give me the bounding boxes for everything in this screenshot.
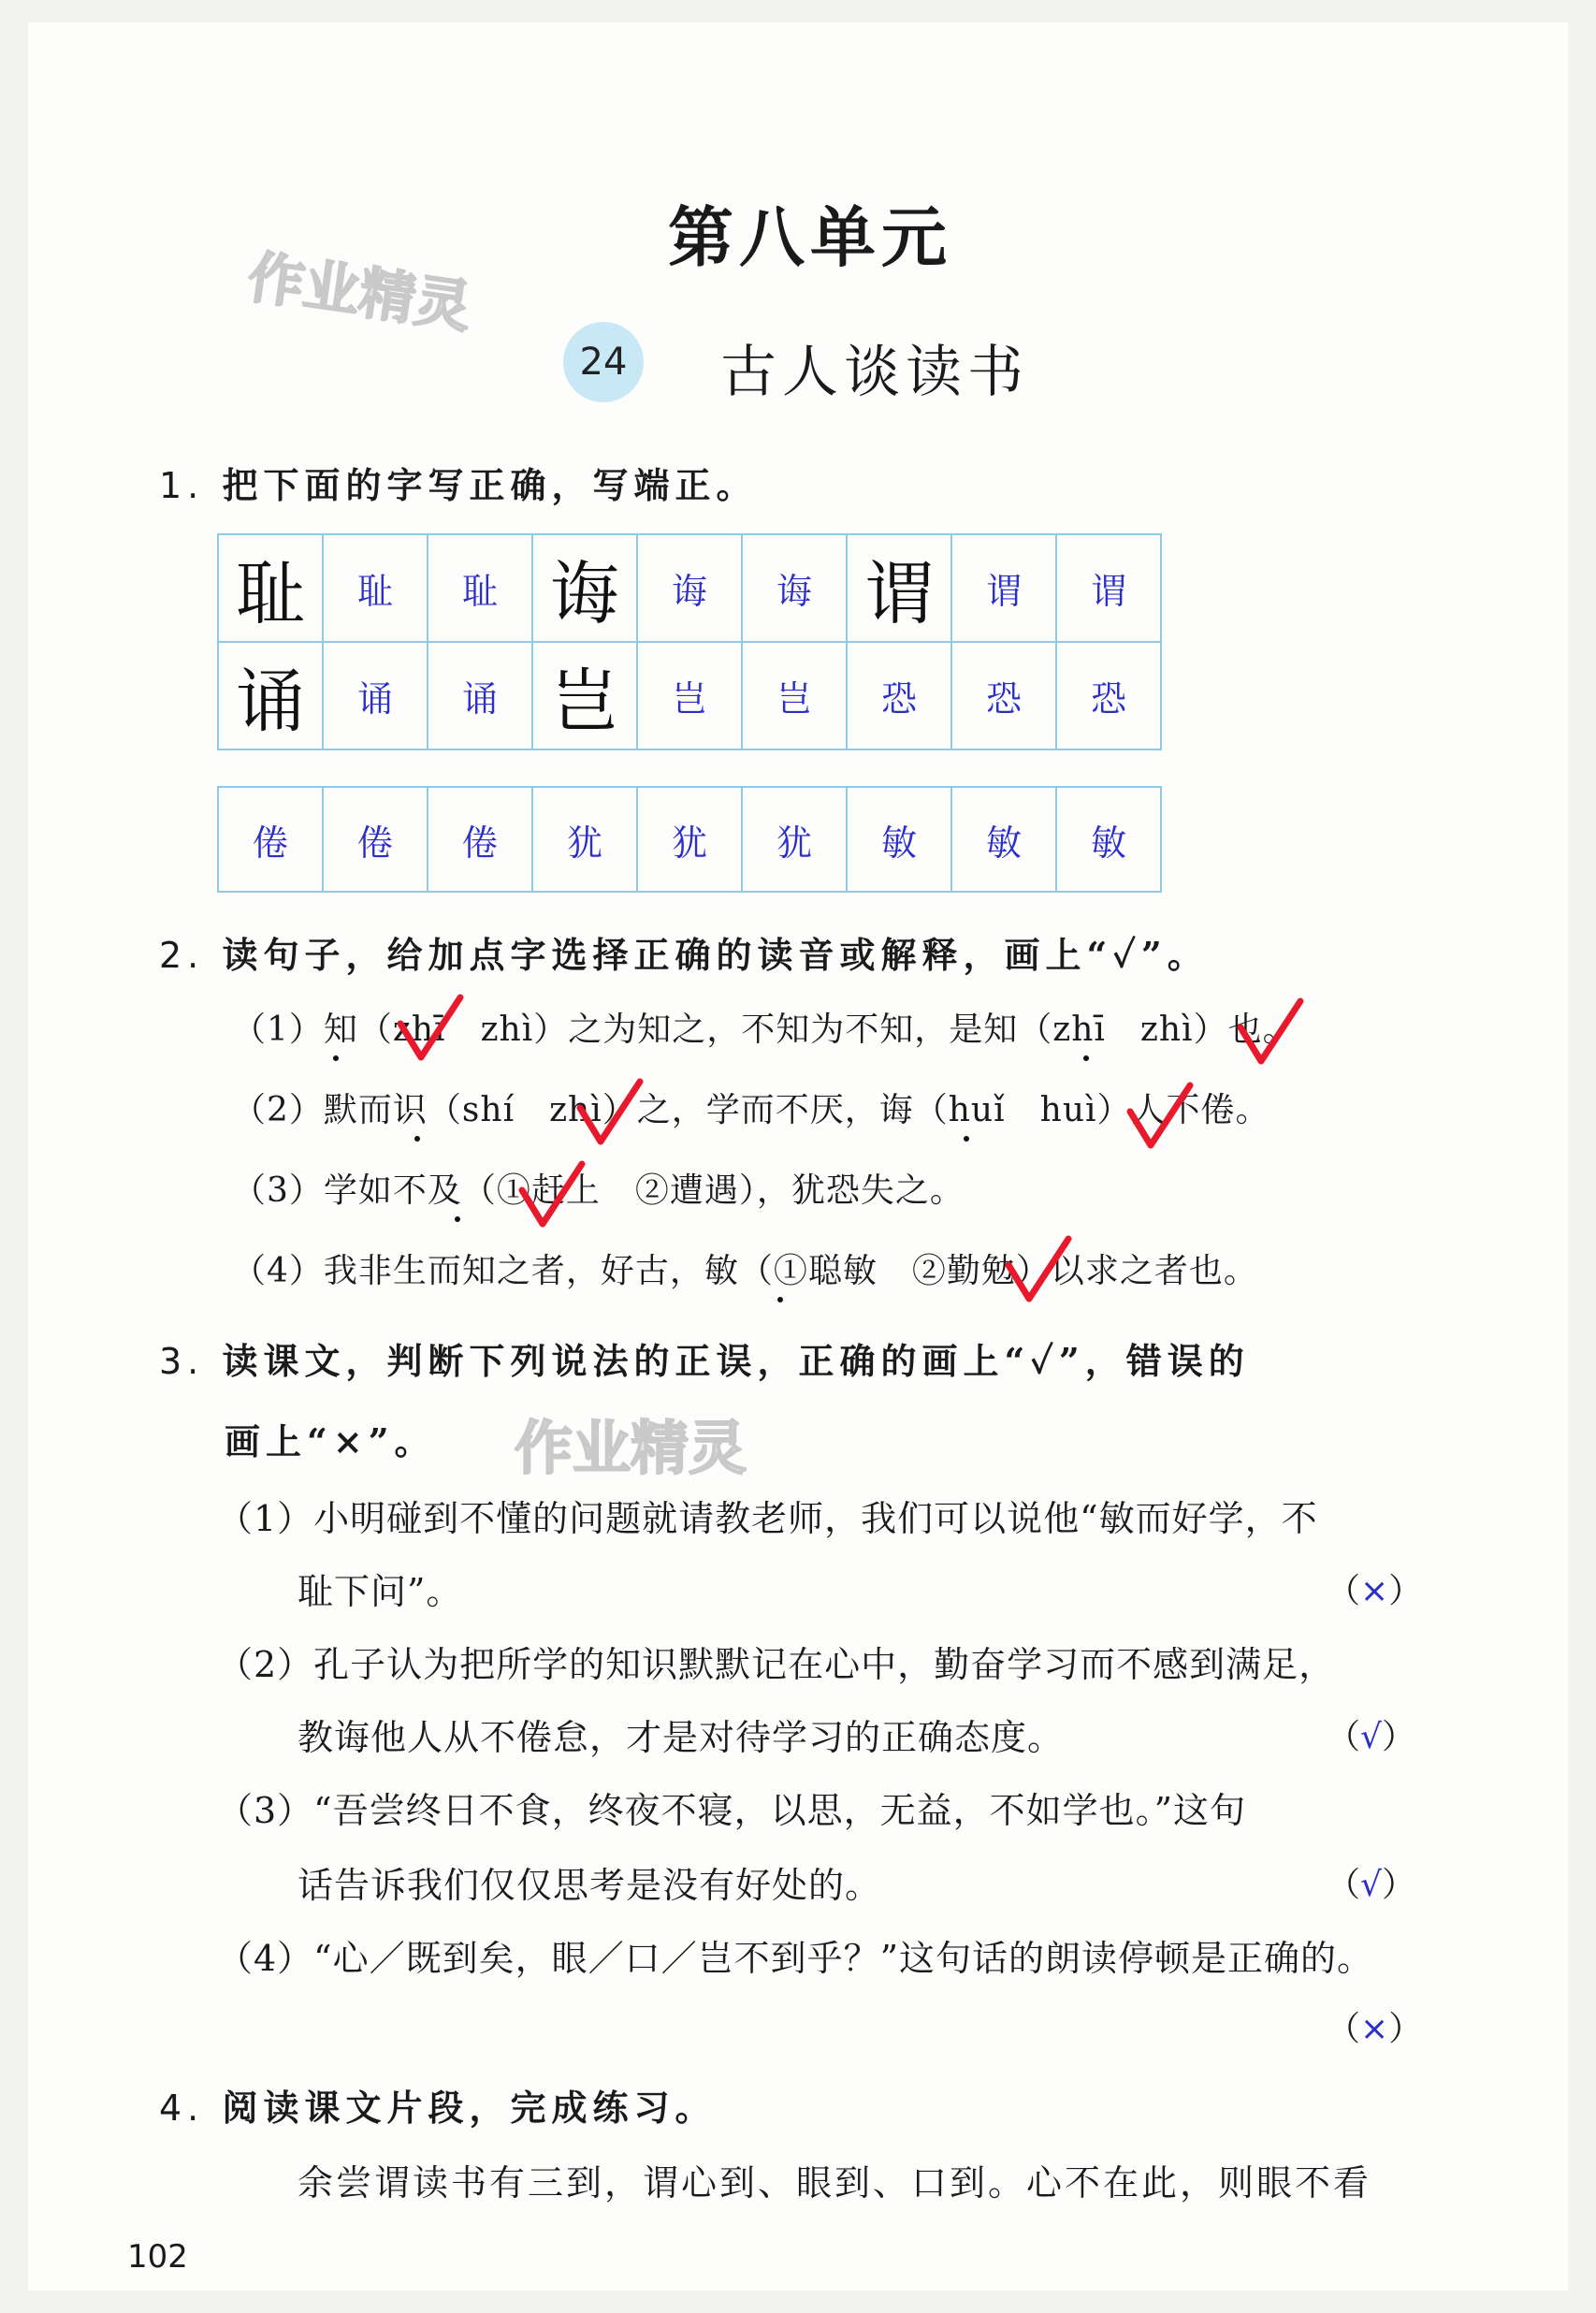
model-character: 诲: [550, 553, 619, 634]
answer-mark: ×: [1360, 2010, 1389, 2048]
grid-row: [218, 787, 1161, 892]
question-1: [159, 457, 758, 508]
grid-cell: [1056, 642, 1161, 749]
statement-line: 耻下问”。: [297, 1571, 463, 1612]
grid-cell: [532, 642, 637, 749]
passage-text: 余尝谓读书有三到，谓心到、眼到、口到。心不在此，则眼不看: [297, 2162, 1372, 2204]
emphasis-dot: [333, 1055, 339, 1061]
sentence-item: （4）我非生而知之者，好古，敏（①聪敏 ②勤勉）以求之者也。: [232, 1252, 1258, 1290]
grid-cell: [218, 787, 323, 892]
written-character: 谓: [985, 571, 1022, 612]
paren-open: （: [1327, 2010, 1361, 2048]
model-character: 诵: [236, 661, 305, 742]
watermark: 作业精灵: [243, 244, 476, 342]
check-mark-icon: [1123, 1080, 1197, 1155]
model-character: 耻: [236, 553, 305, 634]
question-prompt: 读句子，给加点字选择正确的读音或解释，画上“✓”。: [222, 934, 1209, 976]
question-prompt: 把下面的字写正确，写端正。: [222, 464, 758, 506]
paren-open: （: [1327, 1572, 1361, 1610]
answer-box: [1327, 2002, 1422, 2050]
emphasis-dot: [964, 1136, 969, 1142]
written-character: 犹: [776, 822, 812, 864]
check-mark-icon: [515, 1158, 589, 1233]
answer-box: [1327, 1564, 1422, 1612]
question-4: [159, 2079, 717, 2131]
grid-cell: [951, 787, 1056, 892]
written-character: 恐: [1090, 678, 1126, 720]
statement-line: 话告诉我们仅仅思考是没有好处的。: [297, 1865, 882, 1906]
sentence-item: （3）学如不及（①赶上 ②遭遇），犹恐失之。: [232, 1171, 965, 1210]
question-number: 3.: [159, 1341, 205, 1382]
check-mark-icon: [393, 992, 468, 1067]
statement-line: （2）孔子认为把所学的知识默默记在心中，勤奋学习而不感到满足，: [217, 1644, 1336, 1685]
paren-close: ）: [1381, 1866, 1415, 1904]
lesson-number-badge: 24: [563, 322, 644, 402]
grid-cell: [742, 534, 847, 642]
written-character: 谓: [1090, 571, 1126, 612]
grid-row: [218, 642, 1161, 749]
check-mark-icon: [573, 1076, 647, 1151]
paren-open: （: [1327, 1718, 1361, 1756]
grid-cell: [218, 642, 323, 749]
grid-cell: [951, 642, 1056, 749]
question-prompt: 阅读课文片段，完成练习。: [222, 2087, 717, 2129]
model-character: 谓: [864, 553, 934, 634]
grid-cell: [847, 642, 951, 749]
paren-close: ）: [1388, 2010, 1423, 2048]
written-character: 耻: [461, 571, 498, 612]
paren-close: ）: [1388, 1572, 1423, 1610]
written-character: 犹: [671, 822, 707, 864]
grid-cell: [847, 787, 951, 892]
emphasis-dot: [455, 1216, 460, 1222]
question-prompt: 读课文，判断下列说法的正误，正确的画上“✓”，错误的: [222, 1340, 1250, 1382]
statement-line: （1）小明碰到不懂的问题就请教老师，我们可以说他“敏而好学，不: [217, 1498, 1318, 1539]
question-2: [159, 926, 1209, 978]
paren-close: ）: [1381, 1718, 1415, 1756]
grid-cell: [1056, 534, 1161, 642]
grid-cell: [637, 642, 742, 749]
written-character: 倦: [356, 822, 393, 864]
check-mark-icon: [1001, 1233, 1076, 1308]
written-character: 诵: [356, 678, 393, 720]
grid-row: [218, 534, 1161, 642]
question-number: 1.: [159, 465, 205, 506]
sentence-item: （2）默而识（shí zhì）之，学而不厌，诲（huǐ huì）人不倦。: [232, 1091, 1270, 1129]
answer-mark: √: [1360, 1866, 1382, 1904]
model-character: 岂: [550, 661, 619, 742]
written-character: 诲: [776, 571, 812, 612]
grid-cell: [1056, 787, 1161, 892]
statement-line: 教诲他人从不倦怠，才是对待学习的正确态度。: [297, 1717, 1065, 1758]
written-character: 诵: [461, 678, 498, 720]
question-number: 4.: [159, 2088, 205, 2129]
page-number: 102: [127, 2238, 188, 2276]
sentence-item: （1）知（zhī zhì）之为知之，不知为不知，是知（zhī zhì）也。: [232, 1011, 1298, 1049]
paren-open: （: [1327, 1866, 1361, 1904]
grid-cell: [532, 534, 637, 642]
written-character: 倦: [461, 822, 498, 864]
written-character: 岂: [776, 678, 812, 720]
answer-box: [1327, 1710, 1415, 1758]
lesson-title: 古人谈读书: [720, 340, 1029, 405]
question-prompt-continued: 画上“×”。: [225, 1420, 436, 1462]
written-character: 诲: [671, 571, 707, 612]
written-character: 犹: [566, 822, 602, 864]
watermark: 作业精灵: [515, 1414, 747, 1482]
grid-cell: [323, 534, 428, 642]
emphasis-dot: [777, 1297, 783, 1302]
character-grid: [217, 533, 1162, 750]
grid-cell: [637, 787, 742, 892]
statement-line: （3）“吾尝终日不食，终夜不寝，以思，无益，不如学也。”这句: [217, 1790, 1247, 1831]
check-mark-icon: [1233, 996, 1308, 1070]
grid-cell: [323, 642, 428, 749]
written-character: 耻: [356, 571, 393, 612]
statement-line: （4）“心／既到矣，眼／口／岂不到乎？”这句话的朗读停顿是正确的。: [217, 1938, 1374, 1979]
emphasis-dot: [414, 1136, 420, 1142]
written-character: 敏: [880, 822, 917, 864]
grid-cell: [428, 642, 532, 749]
grid-cell: [742, 787, 847, 892]
grid-cell: [637, 534, 742, 642]
written-character: 敏: [1090, 822, 1126, 864]
written-character: 敏: [985, 822, 1022, 864]
unit-title: 第八单元: [668, 198, 952, 276]
character-grid: [217, 786, 1162, 893]
written-character: 恐: [880, 678, 917, 720]
grid-cell: [323, 787, 428, 892]
answer-box: [1327, 1858, 1415, 1906]
question-number: 2.: [159, 935, 205, 976]
written-character: 岂: [671, 678, 707, 720]
answer-mark: √: [1360, 1718, 1382, 1756]
grid-cell: [428, 534, 532, 642]
grid-cell: [847, 534, 951, 642]
grid-cell: [532, 787, 637, 892]
grid-cell: [428, 787, 532, 892]
grid-cell: [218, 534, 323, 642]
written-character: 倦: [252, 822, 288, 864]
written-character: 恐: [985, 678, 1022, 720]
question-3: [159, 1332, 1250, 1384]
grid-cell: [742, 642, 847, 749]
emphasis-dot: [1083, 1055, 1089, 1061]
answer-mark: ×: [1360, 1572, 1389, 1610]
grid-cell: [951, 534, 1056, 642]
